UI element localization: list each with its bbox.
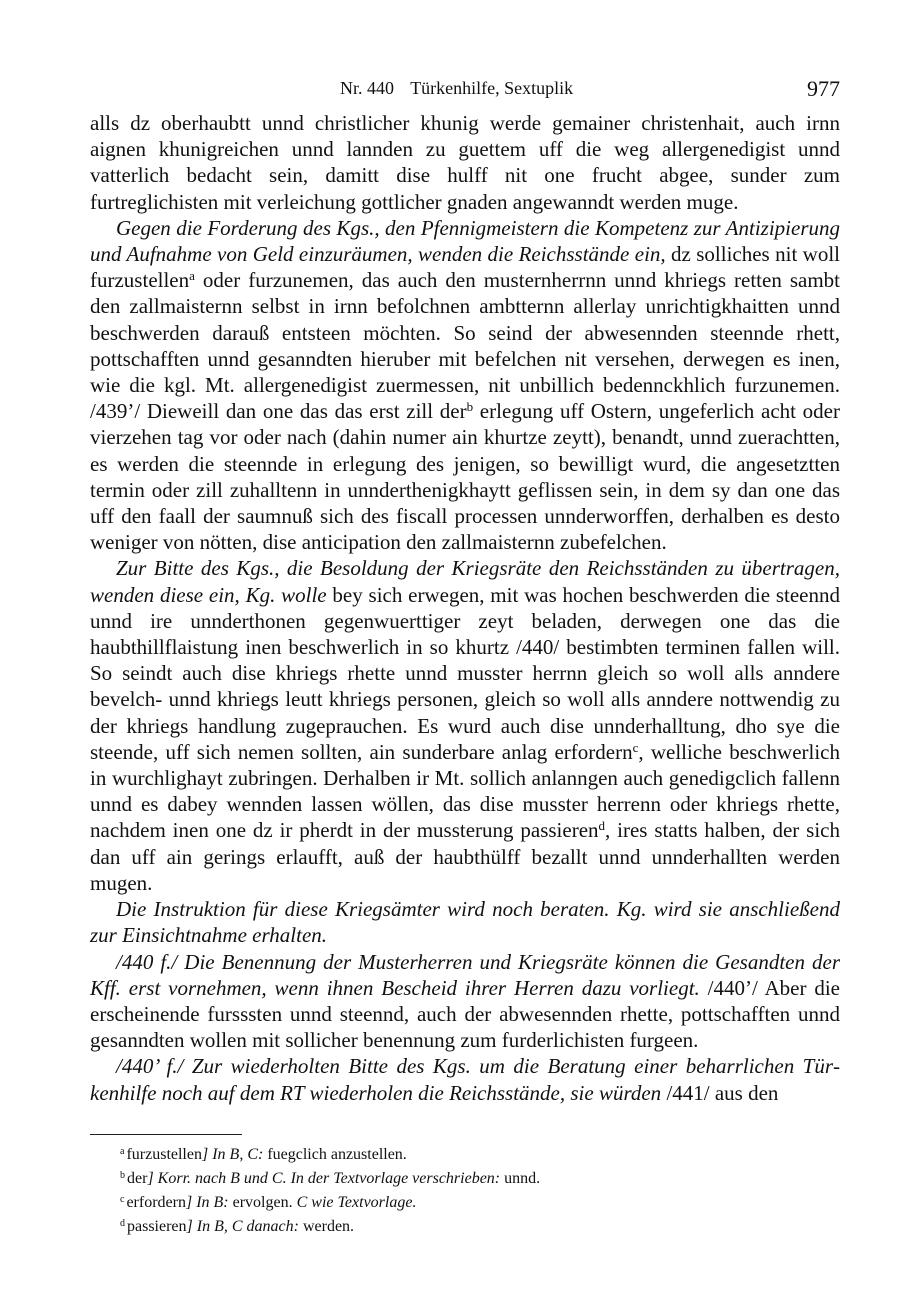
- footnote-ref: c: [632, 739, 639, 755]
- source-text: oder furzunemen, das auch den musternherrnn unnd khriegs retten sambt den zallmaisternn selbst in irnn befolchnen ambtternn allerlay unrichtigkhaitten unnd beschwerden darauß entsteen möchten. So seind der abwesennden steennde rhett, pottschafften unnd gesanndten hieruber mit befelchen nit versehen, derwegen es inen, wie die kgl. Mt. allergenedigist zuermessen, nit unbillich bedennckhlich furzunemen. /439’/ Dieweill dan one das das erst zill der: [90, 268, 840, 424]
- editorial-summary: Gegen die Forderung des Kgs., den Pfennigmeistern die Kompetenz zur Antizipierung und Aufnahme von Geld einzuräumen, wenden die Reichsstände ein,: [90, 215, 840, 267]
- source-text: erfordern: [126, 1193, 186, 1211]
- source-text: alls dz oberhaubtt unnd christlicher khunig werde gemainer christenhait, auch irnn aignen khunigreichen unnd lannden zu guettem uff die weg allergenedigist unnd vatterlich bedacht sein, damitt dise hulff nit one frucht abgee, sunder zum furtreglichisten mit verleichung gottlicher gnaden angewanndt werden muge.: [90, 111, 840, 214]
- source-text: fuegclich anzustellen.: [263, 1145, 407, 1163]
- source-text: /441/ aus den: [661, 1080, 779, 1105]
- paragraph: [90, 1053, 840, 1105]
- paragraph: [90, 215, 840, 556]
- footnote-mark: d: [120, 1217, 125, 1229]
- source-text: bey sich erwegen, mit was hochen beschwerden die steennd unnd ire unnderthonen gegenwuerttiger zeyt beladen, derwegen one das die haubthillflaistung inen beschwerlich in so khurtz /440/ bestimbten terminen fallen will. So seindt auch dise khriegs rhette unnd musster herrnn gleich so woll alls anndere bevelch- unnd khriegs leutt khriegs personen, gleich so woll alls anndere nottwendig zu der khriegs handlung zugeprauchen. Es wurd auch dise unnderhalltung, dho sye die steende, uff sich nemen sollten, ain sunderbare anlag erfordern: [90, 582, 840, 764]
- footnote: [120, 1165, 840, 1189]
- footnote: [120, 1189, 840, 1213]
- source-text: , ires statts halben, der sich dan uff ain gerings erlaufft, auß der haubthülff bezallt unnd unnderhallten werden mugen.: [90, 818, 840, 895]
- source-text: /440’/ Aber die erscheinende fursssten unnd steennd, auch der abwesennden rhette, pottschafften unnd gesanndten wollen mit sollicher benennung zum furderlichisten furgeen.: [90, 975, 841, 1053]
- source-text: unnd.: [500, 1169, 541, 1187]
- page-header: [90, 76, 840, 110]
- source-text: furzustellen: [126, 1145, 202, 1163]
- footnote-ref: a: [189, 268, 195, 284]
- footnote: [120, 1141, 840, 1165]
- source-text: ervolgen.: [228, 1193, 297, 1211]
- footnote: [120, 1213, 840, 1237]
- footnote-ref: d: [598, 818, 606, 834]
- source-text: erlegung uff Ostern, ungeferlich acht oder vierzehen tag vor oder nach (dahin numer ain khurtze zeytt), benandt, unnd zuerachtten, es werden die steennde in erlegung des jenigen, so bewilligt wurd, die angesetztten termin oder zill zuhalltenn in unnderthenigkhaytt geflissen sein, in dem sy dan one das uff den faall der saumnuß sich des fiscall processen unnderworffen, derhalben es desto weniger von nötten, dise anticipation den zallmaisternn zubefelchen.: [90, 399, 840, 555]
- footnote-ref: b: [466, 399, 474, 415]
- source-text: passieren: [127, 1217, 187, 1235]
- editorial-summary: ] In B, C:: [201, 1145, 264, 1163]
- running-title: Türkenhilfe, Sextuplik: [410, 78, 574, 98]
- source-text: dz solliches nit woll furzustellen: [90, 242, 840, 293]
- document-page: [90, 76, 840, 1237]
- footnote-mark: a: [120, 1145, 125, 1157]
- footnotes: [120, 1141, 840, 1237]
- document-number: Nr. 440: [340, 78, 394, 98]
- source-text: der: [127, 1169, 148, 1187]
- paragraph: [90, 949, 840, 1054]
- source-text: , welliche beschwerlich in wurchlighayt zubringen. Derhalben ir Mt. sollich anlanngen auch genedigclich fallenn unnd es dabey wennden lassen wöllen, das dise musster herrenn oder khriegs rhette, nachdem inen one dz ir pherdt in der mussterung passieren: [90, 739, 840, 843]
- editorial-summary: ] In B:: [185, 1193, 229, 1211]
- paragraph: [90, 110, 840, 215]
- editorial-summary: /440’ f./ Zur wiederholten Bitte des Kgs. um die Beratung einer beharrlichen Türkenhilfe noch auf dem RT wiederholen die Reichsstände, sie würden: [90, 1054, 840, 1105]
- running-head: [340, 78, 573, 99]
- editorial-summary: C wie Textvorlage.: [296, 1193, 417, 1211]
- paragraph: [90, 896, 840, 948]
- page-number: 977: [807, 76, 840, 101]
- editorial-summary: Die Instruktion für diese Kriegsämter wird noch beraten. Kg. wird sie anschließend zur Einsichtnahme erhalten.: [90, 897, 840, 948]
- editorial-summary: ] In B, C danach:: [186, 1217, 299, 1235]
- footnote-mark: c: [120, 1193, 125, 1205]
- editorial-summary: /440 f./ Die Benennung der Musterherren und Kriegsräte können die Gesandten der Kff. erst vornehmen, wenn ihnen Bescheid ihrer Herren dazu vorliegt.: [90, 949, 840, 1000]
- footnote-rule: [90, 1134, 242, 1135]
- editorial-summary: Zur Bitte des Kgs., die Besoldung der Kriegsräte den Reichsständen zu übertragen, wenden diese ein, Kg. wolle: [90, 556, 840, 607]
- paragraph: [90, 555, 840, 896]
- source-text: werden.: [298, 1217, 355, 1235]
- editorial-summary: ] Korr. nach B und C. In der Textvorlage verschrieben:: [147, 1169, 501, 1187]
- footnote-mark: b: [120, 1169, 125, 1181]
- main-text: [90, 110, 840, 1106]
